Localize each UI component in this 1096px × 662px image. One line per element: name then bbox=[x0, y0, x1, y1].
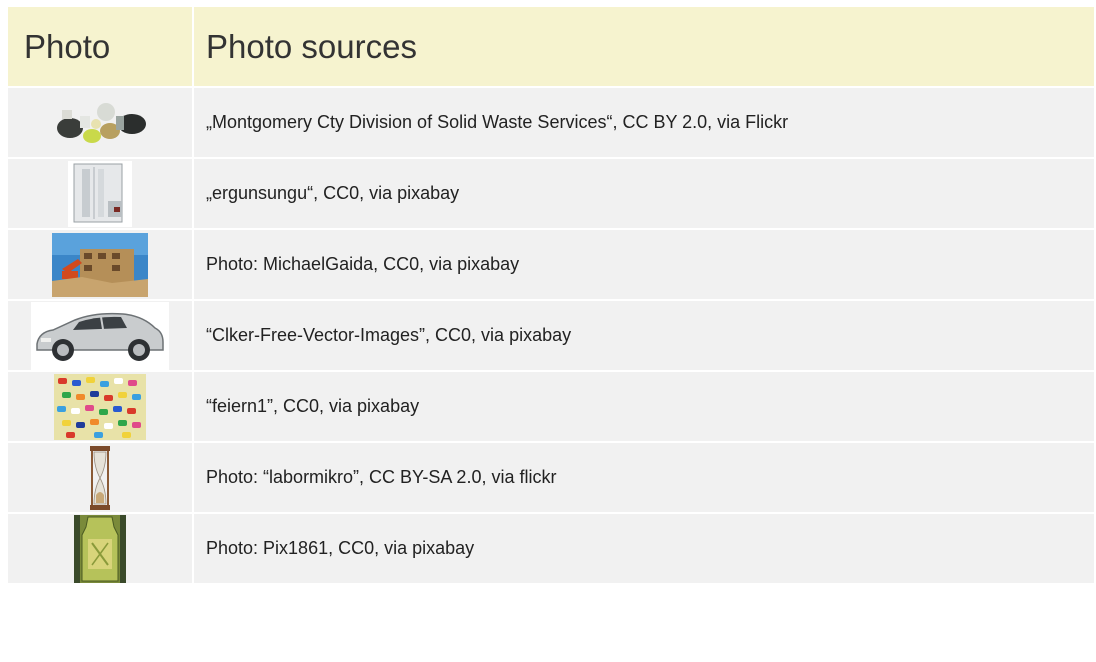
window-profile-icon bbox=[68, 161, 132, 227]
header-photo-sources: Photo sources bbox=[194, 7, 1096, 88]
source-text: Photo: “labormikro”, CC BY-SA 2.0, via flickr bbox=[194, 443, 1096, 514]
thumbnail-cell bbox=[8, 159, 194, 230]
thumbnail-cell bbox=[8, 372, 194, 443]
thumbnail-cell bbox=[8, 301, 194, 372]
silver-car-icon bbox=[31, 302, 169, 370]
table-row bbox=[8, 88, 1096, 159]
source-text: „ergunsungu“, CC0, via pixabay bbox=[194, 159, 1096, 230]
table-row bbox=[8, 514, 1096, 585]
table-row bbox=[8, 159, 1096, 230]
source-text: „Montgomery Cty Division of Solid Waste Services“, CC BY 2.0, via Flickr bbox=[194, 88, 1096, 159]
thumbnail-cell bbox=[8, 88, 194, 159]
thumbnail-cell bbox=[8, 230, 194, 301]
table-row bbox=[8, 443, 1096, 514]
table-row bbox=[8, 301, 1096, 372]
hourglass-icon bbox=[89, 445, 111, 511]
plastic-granules-icon bbox=[54, 374, 146, 440]
photo-sources-table bbox=[8, 7, 1096, 585]
table-row bbox=[8, 372, 1096, 443]
thumbnail-cell bbox=[8, 443, 194, 514]
waste-products-icon bbox=[50, 98, 150, 148]
source-text: “feiern1”, CC0, via pixabay bbox=[194, 372, 1096, 443]
source-text: “Clker-Free-Vector-Images”, CC0, via pixabay bbox=[194, 301, 1096, 372]
building-demolition-icon bbox=[52, 233, 148, 297]
table-header-row bbox=[8, 7, 1096, 88]
table-row bbox=[8, 230, 1096, 301]
thumbnail-cell bbox=[8, 514, 194, 585]
glass-bottle-icon bbox=[74, 515, 126, 583]
source-text: Photo: MichaelGaida, CC0, via pixabay bbox=[194, 230, 1096, 301]
source-text: Photo: Pix1861, CC0, via pixabay bbox=[194, 514, 1096, 585]
header-photo: Photo bbox=[8, 7, 194, 88]
